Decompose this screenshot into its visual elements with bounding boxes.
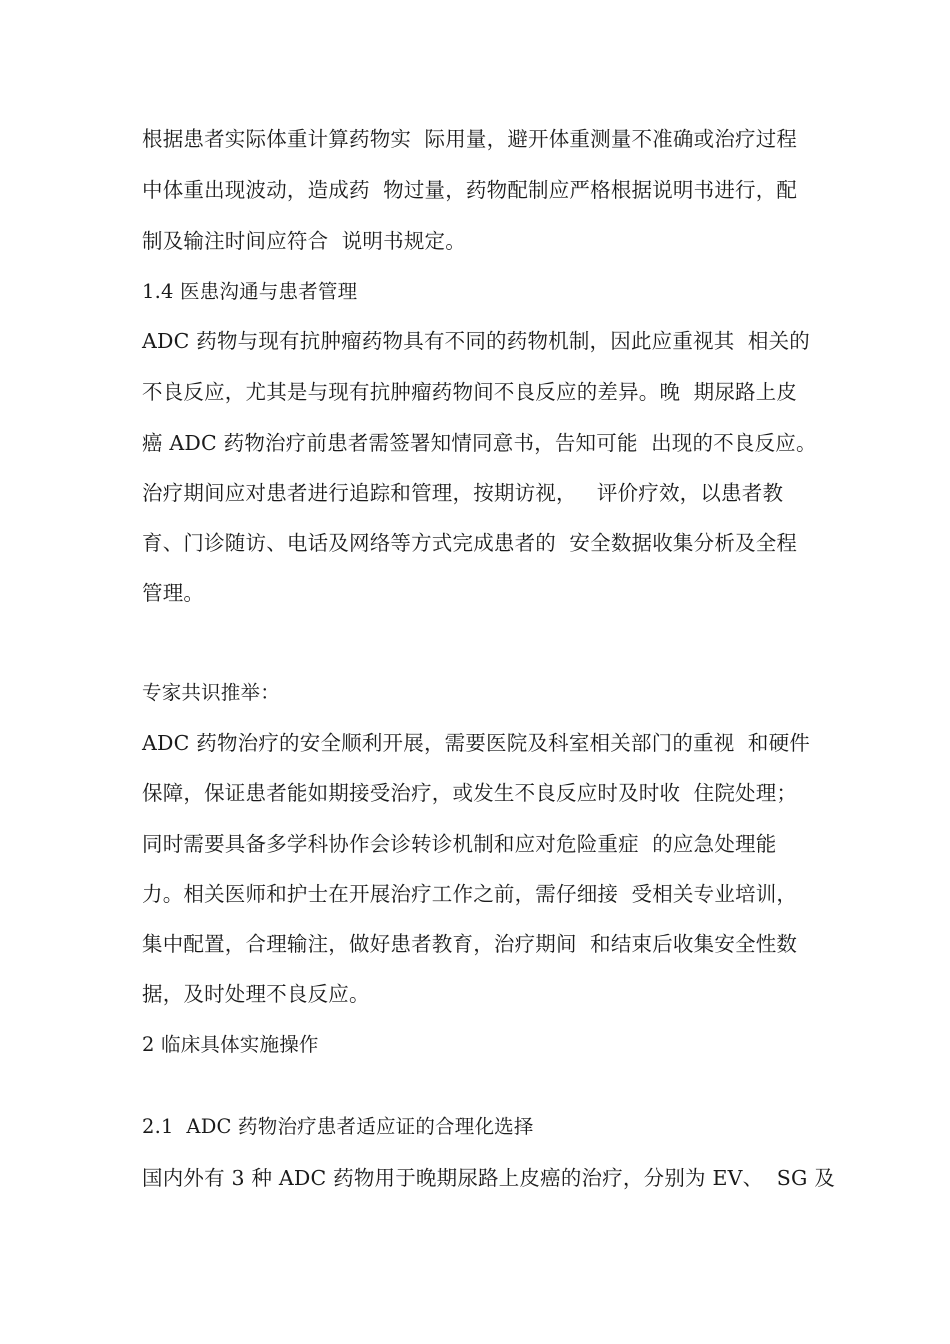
paragraph-2-line-2: 不良反应，尤其是与现有抗肿瘤药物间不良反应的差异。晚 期尿路上皮 — [142, 380, 798, 404]
paragraph-3-line-6: 据，及时处理不良反应。 — [142, 982, 370, 1006]
paragraph-4-line-1: 国内外有 3 种 ADC 药物用于晚期尿路上皮癌的治疗，分别为 EV、 SG 及 — [142, 1166, 835, 1190]
paragraph-3-line-3: 同时需要具备多学科协作会诊转诊机制和应对危险重症 的应急处理能 — [142, 832, 777, 856]
section-heading-2: 2 临床具体实施操作 — [142, 1033, 319, 1056]
paragraph-1-line-2: 中体重出现波动，造成药 物过量，药物配制应严格根据说明书进行，配 — [142, 178, 798, 202]
expert-consensus-heading: 专家共识推举： — [142, 681, 280, 704]
paragraph-2-line-4: 治疗期间应对患者进行追踪和管理，按期访视， 评价疗效，以患者教 — [142, 481, 784, 505]
paragraph-1-line-3: 制及输注时间应符合 说明书规定。 — [142, 229, 466, 253]
paragraph-3-line-1: ADC 药物治疗的安全顺利开展，需要医院及科室相关部门的重视 和硬件 — [142, 731, 810, 755]
paragraph-1-line-1: 根据患者实际体重计算药物实 际用量，避开体重测量不准确或治疗过程 — [142, 127, 798, 151]
section-heading-2-1: 2.1 ADC 药物治疗患者适应证的合理化选择 — [142, 1115, 534, 1138]
paragraph-2-line-1: ADC 药物与现有抗肿瘤药物具有不同的药物机制，因此应重视其 相关的 — [142, 329, 810, 353]
paragraph-3-line-4: 力。相关医师和护士在开展治疗工作之前，需仔细接 受相关专业培训， — [142, 882, 798, 906]
section-heading-1-4: 1.4 医患沟通与患者管理 — [142, 280, 358, 303]
paragraph-2-line-3: 癌 ADC 药物治疗前患者需签署知情同意书，告知可能 出现的不良反应。 — [142, 431, 817, 455]
paragraph-2-line-6: 管理。 — [142, 581, 205, 605]
paragraph-3-line-2: 保障，保证患者能如期接受治疗，或发生不良反应时及时收 住院处理； — [142, 781, 798, 805]
paragraph-3-line-5: 集中配置，合理输注，做好患者教育，治疗期间 和结束后收集安全性数 — [142, 932, 798, 956]
paragraph-2-line-5: 育、门诊随访、电话及网络等方式完成患者的 安全数据收集分析及全程 — [142, 531, 798, 555]
